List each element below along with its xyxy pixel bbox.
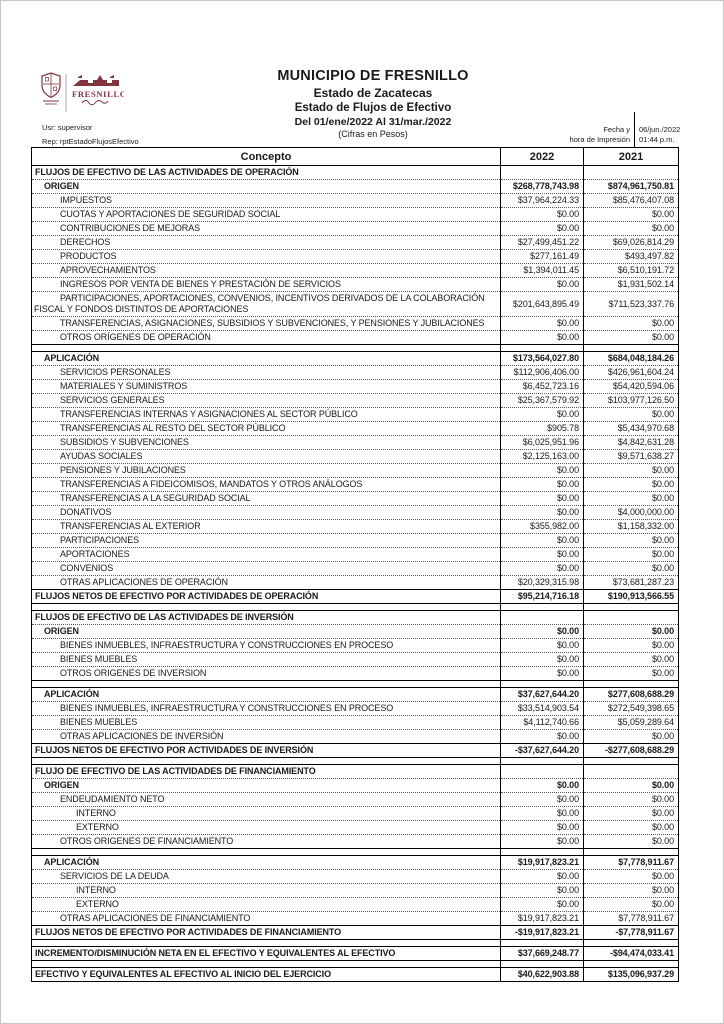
value-2022: $0.00 <box>501 793 584 807</box>
cash-flow-table <box>31 147 679 982</box>
value-2022: $268,778,743.98 <box>501 180 584 194</box>
row-label: APORTACIONES <box>60 549 130 559</box>
table-row <box>32 898 679 912</box>
value-2021: $0.00 <box>584 408 679 422</box>
value-2022: $40,622,903.88 <box>501 968 584 982</box>
logo-wordmark: FRESNILLO <box>72 89 124 99</box>
value-2022: $0.00 <box>501 331 584 345</box>
table-row <box>32 520 679 534</box>
value-2022: $0.00 <box>501 821 584 835</box>
value-2021 <box>584 758 679 765</box>
row-label: APLICACIÓN <box>44 353 99 363</box>
table-row <box>32 366 679 380</box>
table-row <box>32 807 679 821</box>
row-label: FLUJOS NETOS DE EFECTIVO POR ACTIVIDADES DE INVERSIÓN <box>35 745 314 755</box>
table-row <box>32 884 679 898</box>
value-2021: -$7,778,911.67 <box>584 926 679 940</box>
value-2022: $0.00 <box>501 807 584 821</box>
value-2022 <box>501 765 584 779</box>
table-row <box>32 408 679 422</box>
value-2022: $0.00 <box>501 625 584 639</box>
value-2022: $905.78 <box>501 422 584 436</box>
value-2022: $0.00 <box>501 548 584 562</box>
value-2021: $85,476,407.08 <box>584 194 679 208</box>
spacer-row <box>32 604 679 611</box>
value-2021: $0.00 <box>584 625 679 639</box>
table-row <box>32 222 679 236</box>
value-2022: -$37,627,644.20 <box>501 744 584 758</box>
spacer-row <box>32 961 679 968</box>
row-label: APROVECHAMIENTOS <box>60 265 156 275</box>
meta-left <box>42 121 139 148</box>
column-header-2021: 2021 <box>584 148 679 166</box>
value-2021: $0.00 <box>584 884 679 898</box>
row-label <box>32 961 501 968</box>
row-label <box>32 604 501 611</box>
value-2021 <box>584 345 679 352</box>
value-2021: $0.00 <box>584 653 679 667</box>
value-2021 <box>584 166 679 180</box>
row-label <box>32 681 501 688</box>
value-2021: $7,778,911.67 <box>584 856 679 870</box>
row-label: TRANSFERENCIAS A LA SEGURIDAD SOCIAL <box>60 493 251 503</box>
value-2022: $355,982.00 <box>501 520 584 534</box>
value-2022: $37,669,248.77 <box>501 947 584 961</box>
row-label: BIENES MUEBLES <box>60 717 138 727</box>
value-2022: $201,643,895.49 <box>501 292 584 317</box>
value-2021: $0.00 <box>584 548 679 562</box>
column-header-2022: 2022 <box>501 148 584 166</box>
value-2021: $684,048,184.26 <box>584 352 679 366</box>
row-label: OTRAS APLICACIONES DE FINANCIAMIENTO <box>60 913 251 923</box>
value-2022: $33,514,903.54 <box>501 702 584 716</box>
value-2022 <box>501 604 584 611</box>
value-2022: $37,627,644.20 <box>501 688 584 702</box>
table-row <box>32 331 679 345</box>
value-2022: $0.00 <box>501 835 584 849</box>
value-2022: $0.00 <box>501 534 584 548</box>
table-row <box>32 639 679 653</box>
row-label: PARTICIPACIONES, APORTACIONES, CONVENIOS, INCENTIVOS DERIVADOS DE LA COLABORACIÓN FISCAL Y FONDOS DISTINTOS DE APORTACIONES <box>34 293 485 314</box>
table-row <box>32 264 679 278</box>
value-2021: $0.00 <box>584 562 679 576</box>
table-row <box>32 744 679 758</box>
value-2022: $0.00 <box>501 222 584 236</box>
value-2021: $4,842,631.28 <box>584 436 679 450</box>
spacer-row <box>32 758 679 765</box>
value-2021: $0.00 <box>584 793 679 807</box>
value-2022: $0.00 <box>501 208 584 222</box>
value-2022: $27,499,451.22 <box>501 236 584 250</box>
value-2022: $0.00 <box>501 464 584 478</box>
row-label: BIENES INMUEBLES, INFRAESTRUCTURA Y CONSTRUCCIONES EN PROCESO <box>60 640 394 650</box>
value-2021: $0.00 <box>584 807 679 821</box>
row-label: FLUJOS DE EFECTIVO DE LAS ACTIVIDADES DE OPERACIÓN <box>35 167 299 177</box>
row-label: ENDEUDAMIENTO NETO <box>60 794 165 804</box>
value-2022 <box>501 611 584 625</box>
row-label: BIENES MUEBLES <box>60 654 138 664</box>
value-2021: $54,420,594.06 <box>584 380 679 394</box>
table-row <box>32 352 679 366</box>
row-label: OTROS ORÍGENES DE OPERACIÓN <box>60 332 211 342</box>
value-2021: $0.00 <box>584 639 679 653</box>
value-2022: $0.00 <box>501 884 584 898</box>
value-2021: $0.00 <box>584 331 679 345</box>
table-row <box>32 611 679 625</box>
row-label: PARTICIPACIONES <box>60 535 140 545</box>
table-row <box>32 422 679 436</box>
row-label: FLUJO DE EFECTIVO DE LAS ACTIVIDADES DE FINANCIAMIENTO <box>35 766 316 776</box>
value-2021: $711,523,337.76 <box>584 292 679 317</box>
table-row <box>32 968 679 982</box>
value-2022 <box>501 345 584 352</box>
table-row <box>32 194 679 208</box>
value-2022: $0.00 <box>501 898 584 912</box>
table-row <box>32 870 679 884</box>
user-line: Usr: supervisor <box>42 123 93 132</box>
value-2021: $69,026,814.29 <box>584 236 679 250</box>
row-label: OTROS ORIGENES DE FINANCIAMIENTO <box>60 836 234 846</box>
value-2021: $0.00 <box>584 779 679 793</box>
row-label <box>32 345 501 352</box>
table-row <box>32 625 679 639</box>
row-label <box>32 849 501 856</box>
value-2021: $135,096,937.29 <box>584 968 679 982</box>
table-row <box>32 576 679 590</box>
row-label: OTRAS APLICACIONES DE INVERSIÓN <box>60 731 224 741</box>
value-2022: $95,214,716.18 <box>501 590 584 604</box>
value-2021 <box>584 961 679 968</box>
row-label: SERVICIOS PERSONALES <box>60 367 171 377</box>
row-label: DONATIVOS <box>60 507 112 517</box>
row-label: OTROS ORIGENES DE INVERSION <box>60 668 207 678</box>
row-label: SERVICIOS GENERALES <box>60 395 165 405</box>
value-2021: $0.00 <box>584 730 679 744</box>
print-info-label: Fecha y hora de Impresión <box>569 125 630 144</box>
state-title: Estado de Zacatecas <box>313 86 433 100</box>
print-time: 01:44 p.m. <box>639 135 675 144</box>
value-2021 <box>584 765 679 779</box>
table-row <box>32 492 679 506</box>
value-2021: $73,681,287.23 <box>584 576 679 590</box>
row-label: CONVENIOS <box>60 563 114 573</box>
value-2021: $9,571,638.27 <box>584 450 679 464</box>
value-2022: $277,161.49 <box>501 250 584 264</box>
value-2022 <box>501 849 584 856</box>
value-2021: $5,434,970.68 <box>584 422 679 436</box>
table-row <box>32 180 679 194</box>
table-row <box>32 292 679 317</box>
table-row <box>32 835 679 849</box>
row-label: INTERNO <box>76 885 116 895</box>
value-2021 <box>584 849 679 856</box>
row-label: EFECTIVO Y EQUIVALENTES AL EFECTIVO AL INICIO DEL EJERCICIO <box>35 969 331 979</box>
table-row <box>32 464 679 478</box>
value-2021: $0.00 <box>584 492 679 506</box>
units-note: (Cifras en Pesos) <box>338 129 408 139</box>
value-2022: $0.00 <box>501 492 584 506</box>
value-2021 <box>584 940 679 947</box>
row-label: INCREMENTO/DISMINUCIÓN NETA EN EL EFECTIVO Y EQUIVALENTES AL EFECTIVO <box>35 948 396 958</box>
value-2022: $6,025,951.96 <box>501 436 584 450</box>
table-row <box>32 856 679 870</box>
value-2021: $0.00 <box>584 317 679 331</box>
municipality-title: MUNICIPIO DE FRESNILLO <box>277 68 469 84</box>
table-row <box>32 450 679 464</box>
row-label: FLUJOS DE EFECTIVO DE LAS ACTIVIDADES DE INVERSIÓN <box>35 612 294 622</box>
value-2021: $0.00 <box>584 208 679 222</box>
value-2022 <box>501 758 584 765</box>
value-2021 <box>584 604 679 611</box>
row-label: DERECHOS <box>60 237 111 247</box>
table-row <box>32 702 679 716</box>
row-label: TRANSFERENCIAS A FIDEICOMISOS, MANDATOS Y OTROS ANÁLOGOS <box>60 479 363 489</box>
table-row <box>32 166 679 180</box>
cash-flow-table-body <box>32 166 679 982</box>
value-2022: $0.00 <box>501 506 584 520</box>
row-label <box>32 940 501 947</box>
row-label: CUOTAS Y APORTACIONES DE SEGURIDAD SOCIAL <box>60 209 281 219</box>
table-row <box>32 478 679 492</box>
value-2021: $493,497.82 <box>584 250 679 264</box>
table-row <box>32 688 679 702</box>
table-row <box>32 380 679 394</box>
print-date: 06/jun./2022 <box>639 125 681 134</box>
value-2022 <box>501 681 584 688</box>
value-2021: $0.00 <box>584 667 679 681</box>
spacer-row <box>32 681 679 688</box>
value-2021: $190,913,566.55 <box>584 590 679 604</box>
table-row <box>32 667 679 681</box>
row-label: TRANSFERENCIAS INTERNAS Y ASIGNACIONES AL SECTOR PÚBLICO <box>60 409 358 419</box>
value-2022 <box>501 166 584 180</box>
value-2022: $2,125,163.00 <box>501 450 584 464</box>
table-row <box>32 236 679 250</box>
table-row <box>32 926 679 940</box>
row-label: INGRESOS POR VENTA DE BIENES Y PRESTACIÓN DE SERVICIOS <box>60 279 341 289</box>
value-2022: $0.00 <box>501 408 584 422</box>
row-label: AYUDAS SOCIALES <box>60 451 143 461</box>
value-2022: $0.00 <box>501 478 584 492</box>
value-2021: $7,778,911.67 <box>584 912 679 926</box>
report-id-line: Rep: rptEstadoFlujosEfectivo <box>42 136 139 146</box>
value-2022 <box>501 940 584 947</box>
table-row <box>32 779 679 793</box>
value-2021: $0.00 <box>584 835 679 849</box>
table-row <box>32 590 679 604</box>
value-2021: $272,549,398.65 <box>584 702 679 716</box>
spacer-row <box>32 849 679 856</box>
table-row <box>32 317 679 331</box>
row-label: IMPUESTOS <box>60 195 112 205</box>
table-row <box>32 912 679 926</box>
value-2022: $0.00 <box>501 278 584 292</box>
value-2021: -$94,474,033.41 <box>584 947 679 961</box>
row-label: SUBSIDIOS Y SUBVENCIONES <box>60 437 189 447</box>
value-2022: $0.00 <box>501 653 584 667</box>
value-2022: -$19,917,823.21 <box>501 926 584 940</box>
value-2022: $0.00 <box>501 730 584 744</box>
value-2021: $6,510,191.72 <box>584 264 679 278</box>
value-2021 <box>584 611 679 625</box>
report-period: Del 01/ene/2022 Al 31/mar./2022 <box>294 116 452 128</box>
value-2022: $20,329,315.98 <box>501 576 584 590</box>
row-label: PRODUCTOS <box>60 251 117 261</box>
row-label: OTRAS APLICACIONES DE OPERACIÓN <box>60 577 228 587</box>
table-row <box>32 548 679 562</box>
row-label: TRANSFERENCIAS AL EXTERIOR <box>60 521 201 531</box>
value-2021 <box>584 681 679 688</box>
table-row <box>32 436 679 450</box>
row-label: ORIGEN <box>44 780 79 790</box>
value-2022: $4,112,740.66 <box>501 716 584 730</box>
value-2022: $19,917,823.21 <box>501 912 584 926</box>
table-row <box>32 821 679 835</box>
value-2021: $1,931,502.14 <box>584 278 679 292</box>
value-2022: $0.00 <box>501 639 584 653</box>
spacer-row <box>32 940 679 947</box>
print-info <box>570 112 697 147</box>
row-label: TRANSFERENCIAS AL RESTO DEL SECTOR PÚBLICO <box>60 423 286 433</box>
row-label: EXTERNO <box>76 822 119 832</box>
table-header-row <box>32 148 679 166</box>
value-2021: $0.00 <box>584 898 679 912</box>
value-2021: $103,977,126.50 <box>584 394 679 408</box>
table-row <box>32 278 679 292</box>
table-row <box>32 562 679 576</box>
value-2021: $0.00 <box>584 821 679 835</box>
value-2021: $874,961,750.81 <box>584 180 679 194</box>
value-2021: -$277,608,688.29 <box>584 744 679 758</box>
table-row <box>32 793 679 807</box>
value-2022: $0.00 <box>501 667 584 681</box>
row-label: APLICACIÓN <box>44 689 99 699</box>
value-2021: $1,158,332.00 <box>584 520 679 534</box>
row-label: INTERNO <box>76 808 116 818</box>
row-label: SERVICIOS DE LA DEUDA <box>60 871 169 881</box>
value-2022 <box>501 961 584 968</box>
row-label: TRANSFERENCIAS, ASIGNACIONES, SUBSIDIOS Y SUBVENCIONES, Y PENSIONES Y JUBILACIONES <box>60 318 485 328</box>
print-info-values <box>635 125 697 147</box>
table-row <box>32 534 679 548</box>
table-row <box>32 506 679 520</box>
row-label: MATERIALES Y SUMINISTROS <box>60 381 188 391</box>
value-2022: $1,394,011.45 <box>501 264 584 278</box>
table-row <box>32 947 679 961</box>
value-2022: $173,564,027.80 <box>501 352 584 366</box>
table-row <box>32 394 679 408</box>
row-label <box>32 758 501 765</box>
row-label: EXTERNO <box>76 899 119 909</box>
table-row <box>32 208 679 222</box>
row-label: FLUJOS NETOS DE EFECTIVO POR ACTIVIDADES DE FINANCIAMIENTO <box>35 927 342 937</box>
value-2022: $0.00 <box>501 870 584 884</box>
table-row <box>32 250 679 264</box>
table-row <box>32 653 679 667</box>
row-label: CONTRIBUCIONES DE MEJORAS <box>60 223 201 233</box>
value-2021: $0.00 <box>584 870 679 884</box>
value-2021: $0.00 <box>584 222 679 236</box>
table-row <box>32 730 679 744</box>
report-title: Estado de Flujos de Efectivo <box>294 102 452 114</box>
value-2021: $277,608,688.29 <box>584 688 679 702</box>
value-2022: $0.00 <box>501 562 584 576</box>
row-label: FLUJOS NETOS DE EFECTIVO POR ACTIVIDADES DE OPERACIÓN <box>35 591 319 601</box>
value-2022: $19,917,823.21 <box>501 856 584 870</box>
column-header-concepto: Concepto <box>32 148 501 166</box>
value-2021: $0.00 <box>584 478 679 492</box>
table-row <box>32 765 679 779</box>
value-2022: $6,452,723.16 <box>501 380 584 394</box>
value-2022: $37,964,224.33 <box>501 194 584 208</box>
table-row <box>32 716 679 730</box>
value-2022: $0.00 <box>501 779 584 793</box>
row-label: ORIGEN <box>44 626 79 636</box>
row-label: ORIGEN <box>44 181 79 191</box>
value-2022: $112,906,406.00 <box>501 366 584 380</box>
value-2022: $25,367,579.92 <box>501 394 584 408</box>
spacer-row <box>32 345 679 352</box>
value-2022: $0.00 <box>501 317 584 331</box>
value-2021: $0.00 <box>584 534 679 548</box>
row-label: APLICACIÓN <box>44 857 99 867</box>
value-2021: $426,961,604.24 <box>584 366 679 380</box>
row-label: PENSIONES Y JUBILACIONES <box>60 465 186 475</box>
value-2021: $0.00 <box>584 464 679 478</box>
value-2021: $5,059,289.64 <box>584 716 679 730</box>
row-label: BIENES INMUEBLES, INFRAESTRUCTURA Y CONSTRUCCIONES EN PROCESO <box>60 703 394 713</box>
value-2021: $4,000,000.00 <box>584 506 679 520</box>
